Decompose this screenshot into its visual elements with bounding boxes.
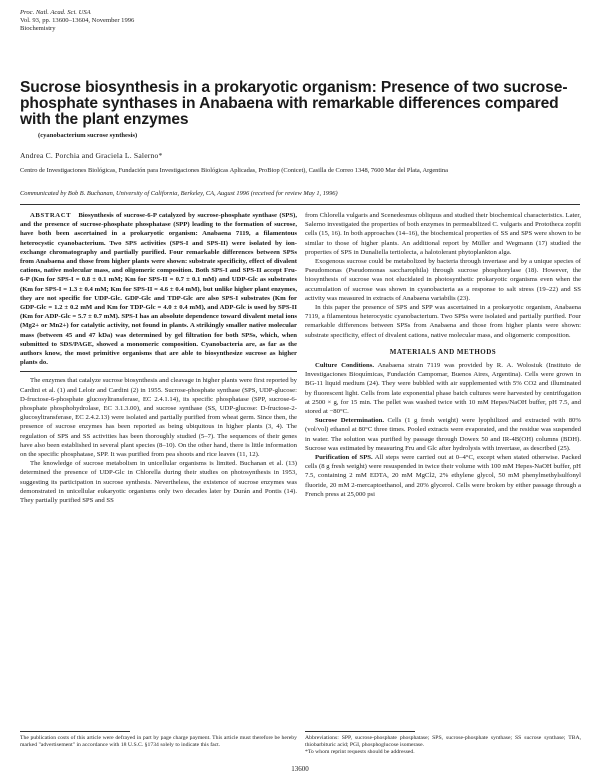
journal-section: Biochemistry xyxy=(20,25,56,32)
abstract-rule xyxy=(20,371,297,372)
methods-text: Anabaena strain 7119 was provided by R. A. Wolosiuk (Instituto de Investigaciones Bioquímicas, Fundación Campomar, Buenos Aires, Argentina). Cells were grown in BG-11 liquid medium (24). They were bubbled with air supplemented with 5% CO2 and illuminated by fluorescent light. Cells from late exponential phase batch cultures were harvested by centrifugation at 2500 × g, for 15 min. The pellet was washed twice with 10 mM Hepes/NaOH buffer, pH 7.5, and stored at −80°C. xyxy=(305,362,582,416)
methods-paragraph xyxy=(305,453,581,499)
article-title: Sucrose biosynthesis in a prokaryotic organism: Presence of two sucrose-phosphate synthases in Anabaena with remarkable differences compared with the plant enzymes xyxy=(20,79,568,128)
header-rule xyxy=(20,204,580,205)
intro-paragraph: The enzymes that catalyze sucrose biosynthesis and cleavage in higher plants were first reported by Cardini et al. (1) and Leloir and Cardini (2) in 1955. Sucrose-phosphate synthase (SPS, UDP-glucose: D-fructose-6-phosphate glucosyltransferase, EC 2.4.1.14), its specific phosphatase (SPP, sucrose-6-phosphate phosphohydrolase, EC 3.1.3.00), and sucrose synthase (SS, UDP-glucose: D-fructose-2-glucosyltransferase, EC 2.4.2.13) were isolated and partially purified from wheat germ. Since then, the presence of sucrose enzymes has been reported as being ubiquitous in higher plants (3, 4). The regulation of SPS and SS activities has been thoroughly studied (5–7). The sequences of their genes have also been established in several plant species (8–10). On the other hand, there is little information on the specific phosphatase, SPP. It was purified from pea shoots and rice leaves (11, 12). xyxy=(20,377,297,459)
methods-heading: MATERIALS AND METHODS xyxy=(389,347,497,356)
left-column xyxy=(20,211,297,505)
methods-paragraph xyxy=(305,361,581,416)
methods-paragraph xyxy=(305,416,581,453)
footnote-rule xyxy=(305,731,415,732)
volume-line: Vol. 93, pp. 13600–13604, November 1996 xyxy=(20,17,135,24)
run-in-heading: Culture Conditions. xyxy=(315,362,375,370)
communicated-by: Communicated by Bob B. Buchanan, University of California, Berkeley, CA, August 1996 (received for review May 1, 1996) xyxy=(20,190,338,197)
reprint-note: *To whom reprint requests should be addressed. xyxy=(305,749,415,756)
run-in-heading: Sucrose Determination. xyxy=(315,417,384,425)
methods-text: Cells (1 g fresh weight) were lyophilized and extracted with 80% (vol/vol) ethanol at 80°C three times. Pooled extracts were evaporated, and the residue was suspended in water. The solution was purified by passage through Dowex 50 and IR-4B(OH) columns (BDH). Sucrose was estimated by measuring Fru and Glc after hydrolysis with invertase, as described (25). xyxy=(305,417,581,452)
abstract xyxy=(20,211,297,367)
run-in-heading: Purification of SPS. xyxy=(315,454,373,462)
abbreviations-note: Abbreviations: SPP, sucrose-phosphate phosphatase; SPS, sucrose-phosphate synthase; SS sucrose synthase; TBA, thiobarbituric acid; PGI, phosphoglucose isomerase. xyxy=(305,735,581,749)
page-number: 13600 xyxy=(291,765,309,773)
intro-paragraph: Exogenous sucrose could be metabolized by bacteria through invertase and by a unique species of Pseudomonas (Pseudomonas saccharophila) through sucrose phosphorylase (18). However, the biosynthesis of sucrose was not elucidated in photosynthetic prokaryotic organisms even when the accumulation of sucrose was shown in cyanobacteria as a response to salt stress (19–22) and SS activity was measured in extracts of Anabaena variabilis (23). xyxy=(305,258,581,302)
intro-paragraph: In this paper the presence of SPS and SPP was ascertained in a prokaryotic organism, Anabaena 7119, a filamentous heterocystic cyanobacterium. Two SPSs were isolated and partially purified. Four remarkable differences between SPSs from Anabaena and those from higher plants were shown: substrate specificity, effect of divalent cations, native molecular mass, and oligomeric composition. xyxy=(305,304,581,339)
journal-header xyxy=(20,9,134,33)
right-column xyxy=(305,211,581,499)
footnote-rule xyxy=(20,731,130,732)
publication-cost-note: The publication costs of this article were defrayed in part by page charge payment. This article must therefore be hereby marked "advertisement" in accordance with 18 U.S.C. §1734 solely to indicate this fact. xyxy=(20,735,297,749)
methods-text: All steps were carried out at 0–4°C, except when stated otherwise. Packed cells (8 g fresh weight) were resuspended in twice their volume with 100 mM Hepes-NaOH buffer, pH 7.5, containing 2 mM EDTA, 20 mM MgCl2, 2% ethylene glycol, 50 mM phenylmethylsulfonyl fluoride, 20 mM 2-mercaptoethanol, and 20% glycerol. Cells were broken by either passage through a French press at 25,000 psi xyxy=(305,454,581,498)
abstract-label: ABSTRACT xyxy=(30,212,72,219)
journal-name: Proc. Natl. Acad. Sci. USA xyxy=(20,9,91,16)
article-subtitle: (cyanobacterium sucrose synthesis) xyxy=(38,132,138,139)
intro-paragraph: The knowledge of sucrose metabolism in unicellular organisms is limited. Buchanan et al. (13) determined the presence of UDP-Glc in Chlorella during their studies on photosynthesis in 1953, suggesting its participation in sucrose synthesis. Nevertheless, the existence of sucrose enzymes was demonstrated in unicellular eukaryotic organisms only two decades later by Durán and Pontis (14). They partially purified SPS and SS xyxy=(20,460,297,505)
intro-paragraph: from Chlorella vulgaris and Scenedesmus obliquus and studied their biochemical characteristics. Later, Salerno investigated the properties of both enzymes in permeabilized C. vulgaris and Prototheca zopfii cells (15, 16). In both approaches (14–16), the biochemical properties of SS and SPS were shown to be similar to those of higher plants. An additional report by Müller and Wegmann (17) studied the properties of SPS in Dunaliella tertiolecta, a halotolerant phytoplankton alga. xyxy=(305,212,581,256)
affiliation: Centro de Investigaciones Biológicas, Fundación para Investigaciones Biológicas Aplicadas, ProBiop (Conicet), Casilla de Correo 1348, 7600 Mar del Plata, Argentina xyxy=(20,167,448,174)
authors: Andrea C. Porchia and Graciela L. Salerno* xyxy=(20,151,163,160)
footnotes-right xyxy=(305,735,581,757)
abstract-text: Biosynthesis of sucrose-6-P catalyzed by sucrose-phosphate synthase (SPS), and the presence of sucrose-phosphate phosphatase (SPP) leading to the formation of sucrose, have both been ascertained in a prokaryotic organism: Anabaena 7119, a filamentous heterocystic cyanobacterium. Two SPS activities (SPS-I and SPS-II) were isolated by ion-exchange chromatography and partially purified. Four remarkable differences between SPSs from Anabaena and those from higher plants were shown: substrate specificity, effect of divalent cations, native molecular mass, and oligomeric composition. Both SPS-I and SPS-II accept Fru-6-P (Km for SPS-I = 0.8 ± 0.1 mM; Km for SPS-II = 0.7 ± 0.1 mM) and UDP-Glc as substrates (Km for SPS-I = 1.3 ± 0.4 mM; Km for SPS-II = 4.6 ± 0.4 mM), but unlike higher plant enzymes, they are not specific for UDP-Glc. GDP-Glc and TDP-Glc are also SPS-I substrates (Km for GDP-Glc = 1.2 ± 0.2 mM and Km for TDP-Glc = 4.0 ± 0.4 mM), and ADP-Glc is used by SPS-II (Km for ADP-Glc = 5.7 ± 0.7 mM). SPS-I has an absolute dependence toward divalent metal ions (Mg2+ or Mn2+) for catalytic activity, not found in plants. A strikingly smaller native molecular mass (between 45 and 47 kDa) was determined by gel filtration for both SPSs, which, when submitted to SDS/PAGE, showed a monomeric composition. Cyanobacteria are, as far as the authors know, the most primitive organisms that are able to biosynthesize sucrose as higher plants do. xyxy=(20,212,298,367)
